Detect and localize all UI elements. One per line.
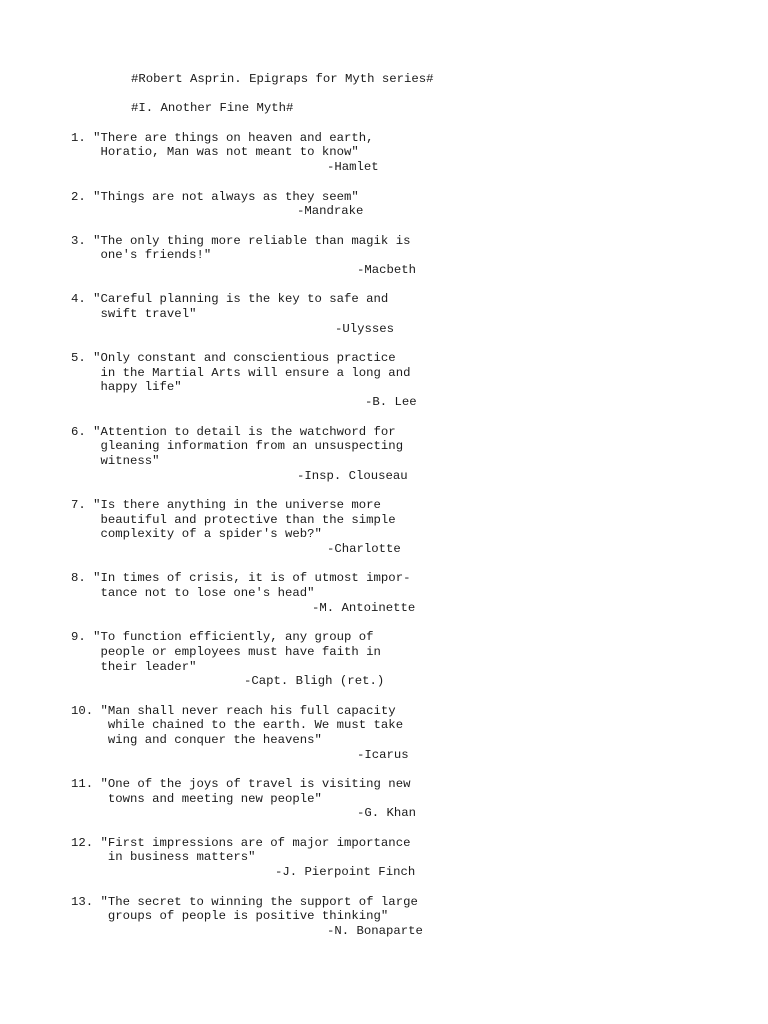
epigraph-line: beautiful and protective than the simple [71, 512, 396, 527]
document-page [71, 72, 751, 939]
blank-line [71, 821, 751, 836]
epigraph-line: 1. "There are things on heaven and earth, [71, 130, 374, 145]
epigraph-attribution: -Capt. Bligh (ret.) [244, 674, 385, 689]
epigraph [71, 895, 751, 939]
epigraph-line: in the Martial Arts will ensure a long and [71, 365, 411, 380]
epigraph-attribution: -G. Khan [357, 806, 417, 821]
epigraph [71, 777, 751, 821]
blank-line [71, 87, 751, 102]
document-title: #Robert Asprin. Epigraps for Myth series# [131, 72, 434, 86]
epigraph-attribution: -Charlotte [327, 542, 401, 556]
epigraph-line: 5. "Only constant and conscientious practice [71, 351, 396, 366]
epigraph [71, 571, 751, 615]
epigraph-line: 2. "Things are not always as they seem" [71, 189, 359, 204]
epigraph-line: Horatio, Man was not meant to know" [71, 145, 359, 160]
blank-line [71, 762, 751, 777]
epigraph-line: wing and conquer the heavens" [71, 732, 322, 747]
epigraph [71, 131, 751, 175]
epigraph-line: in business matters" [71, 850, 256, 865]
epigraph-attribution: -J. Pierpoint Finch [275, 865, 416, 880]
epigraph-attribution: -M. Antoinette [312, 600, 416, 615]
epigraph [71, 498, 751, 557]
epigraph [71, 704, 751, 763]
epigraph [71, 292, 751, 336]
blank-line [71, 880, 751, 895]
epigraph-line: happy life" [71, 380, 182, 395]
epigraph-line: groups of people is positive thinking" [71, 909, 389, 924]
epigraph-line: 10. "Man shall never reach his full capacity [71, 703, 396, 718]
epigraph-line: 13. "The secret to winning the support of large [71, 894, 418, 909]
epigraph-line: their leader" [71, 659, 197, 674]
epigraph-line: tance not to lose one's head" [71, 586, 315, 601]
epigraph-line: witness" [71, 453, 160, 468]
blank-line [71, 483, 751, 498]
epigraph-attribution: -Insp. Clouseau [297, 468, 408, 483]
epigraph [71, 836, 751, 880]
epigraph-line: 9. "To function efficiently, any group of [71, 630, 374, 645]
epigraph [71, 234, 751, 278]
blank-line [71, 689, 751, 704]
blank-line [71, 175, 751, 190]
blank-line [71, 557, 751, 572]
epigraph-attribution: -Icarus [357, 747, 409, 762]
epigraph-attribution: -N. Bonaparte [327, 923, 423, 938]
epigraph-line: people or employees must have faith in [71, 644, 381, 659]
section-heading: #I. Another Fine Myth# [131, 101, 294, 116]
epigraph [71, 630, 751, 689]
epigraph-line: 8. "In times of crisis, it is of utmost impor- [71, 571, 411, 586]
epigraph-line: 6. "Attention to detail is the watchword for [71, 424, 396, 439]
epigraph [71, 351, 751, 410]
blank-line [71, 410, 751, 425]
epigraph-line: one's friends!" [71, 248, 212, 263]
epigraph-line: 12. "First impressions are of major importance [71, 835, 411, 850]
epigraph-line: 11. "One of the joys of travel is visiting new [71, 777, 411, 791]
epigraph-line: towns and meeting new people" [71, 791, 322, 806]
epigraph-line: complexity of a spider's web?" [71, 527, 322, 542]
blank-line [71, 278, 751, 293]
blank-line [71, 116, 751, 131]
epigraph-attribution: -Mandrake [297, 204, 364, 219]
epigraph [71, 425, 751, 484]
epigraph-attribution: -B. Lee [365, 395, 417, 410]
blank-line [71, 336, 751, 351]
epigraph-line: 7. "Is there anything in the universe more [71, 497, 381, 512]
blank-line [71, 615, 751, 630]
blank-line [71, 219, 751, 234]
epigraph-line: while chained to the earth. We must take [71, 718, 404, 733]
epigraph [71, 190, 751, 219]
epigraph-line: swift travel" [71, 307, 197, 321]
epigraph-line: 3. "The only thing more reliable than magik is [71, 233, 411, 248]
epigraph-line: 4. "Careful planning is the key to safe and [71, 292, 389, 307]
epigraph-attribution: -Ulysses [335, 321, 395, 336]
epigraph-attribution: -Macbeth [357, 262, 417, 277]
epigraph-line: gleaning information from an unsuspecting [71, 439, 404, 454]
epigraph-attribution: -Hamlet [327, 160, 379, 175]
